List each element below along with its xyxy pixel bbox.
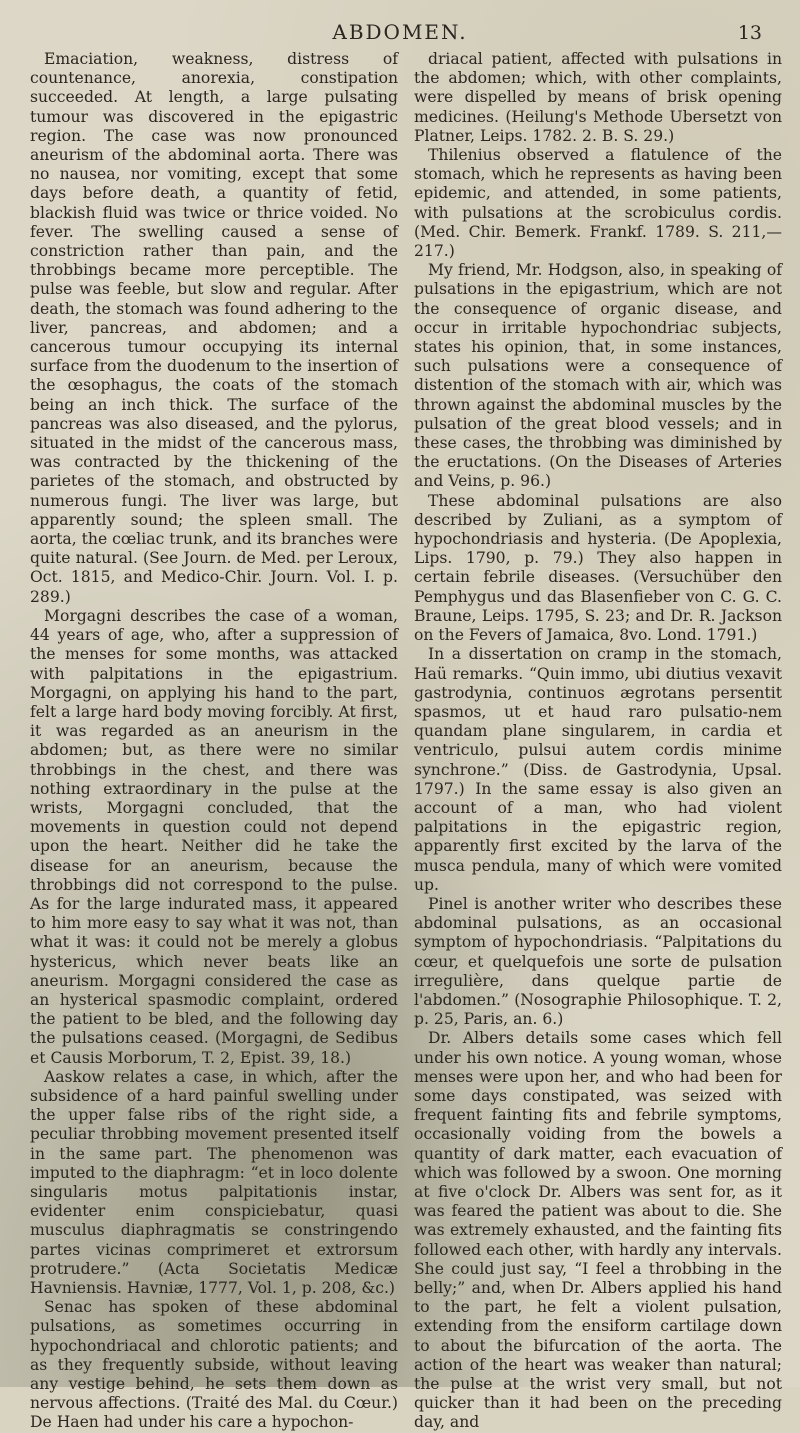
paragraph: My friend, Mr. Hodgson, also, in speaking of pulsations in the epigastrium, which are not the consequence of organic disease, and occur in irritable hypochondriac subjects, states his opinion, that, in some instances, such pulsations were a consequence of distention of the stomach with air, which was thrown against the abdominal muscles by the pulsation of the great blood vessels; and in these cases, the throbbing was diminished by the eructations. (On the Diseases of Arteries and Veins, p. 96.): [414, 261, 782, 491]
right-column: [414, 50, 782, 1432]
paragraph: Senac has spoken of these abdominal pulsations, as sometimes occurring in hypochondriacal and chlorotic patients; and as they frequently subside, without leaving any vestige behind, he sets them down as nervous affections. (Traité des Mal. du Cœur.) De Haen had under his care a hypochon-: [30, 1298, 398, 1432]
paragraph: Dr. Albers details some cases which fell under his own notice. A young woman, whose menses were upon her, and who had been for some days constipated, was seized with frequent fainting fits and febrile symptoms, occasionally voiding from the bowels a quantity of dark matter, each evacuation of which was followed by a swoon. One morning at five o'clock Dr. Albers was sent for, as it was feared the patient was about to die. She was extremely exhausted, and the fainting fits followed each other, with hardly any intervals. She could just say, “I feel a throbbing in the belly;” and, when Dr. Albers applied his hand to the part, he felt a violent pulsation, extending from the ensiform cartilage down to about the bifurcation of the aorta. The action of the heart was weaker than natural; the pulse at the wrist very small, but not quicker than it had been on the preceding day, and: [414, 1029, 782, 1432]
page-number: 13: [737, 22, 762, 44]
paragraph: Thilenius observed a flatulence of the stomach, which he represents as having been epidemic, and attended, in some patients, with pulsations at the scrobiculus cordis. (Med. Chir. Bemerk. Frankf. 1789. S. 211,—217.): [414, 146, 782, 261]
paragraph: In a dissertation on cramp in the stomach, Haü remarks. “Quin immo, ubi diutius vexavit gastrodynia, continuos ægrotans persentit spasmos, ut et haud raro pulsatio-nem quandam plane singularem, in cardia et ventriculo, pulsui autem cordis minime synchrone.” (Diss. de Gastrodynia, Upsal. 1797.) In the same essay is also given an account of a man, who had violent palpitations in the epigastric region, apparently first excited by the larva of the musca pendula, many of which were vomited up.: [414, 645, 782, 894]
paragraph: Pinel is another writer who describes these abdominal pulsations, as an occasional symptom of hypochondriasis. “Palpitations du cœur, et quelquefois une sorte de pulsation irregulière, dans quelque partie de l'abdomen.” (Nosographie Philosophique. T. 2, p. 25, Paris, an. 6.): [414, 894, 782, 1029]
paragraph: Emaciation, weakness, distress of countenance, anorexia, constipation succeeded. At length, a large pulsating tumour was discovered in the epigastric region. The case was now pronounced aneurism of the abdominal aorta. There was no nausea, nor vomiting, except that some days before death, a quantity of fetid, blackish fluid was twice or thrice voided. No fever. The swelling caused a sense of constriction rather than pain, and the throbbings became more perceptible. The pulse was feeble, but slow and regular. After death, the stomach was found adhering to the liver, pancreas, and abdomen; and a cancerous tumour occupying its internal surface from the duodenum to the insertion of the œsophagus, the coats of the stomach being an inch thick. The surface of the pancreas was also diseased, and the pylorus, situated in the midst of the cancerous mass, was contracted by the thickening of the parietes of the stomach, and obstructed by numerous fungi. The liver was large, but apparently sound; the spleen small. The aorta, the cœliac trunk, and its branches were quite natural. (See Journ. de Med. per Leroux, Oct. 1815, and Medico-Chir. Journ. Vol. I. p. 289.): [30, 50, 398, 606]
left-column: [30, 50, 398, 1432]
paragraph: Morgagni describes the case of a woman, 44 years of age, who, after a suppression of the menses for some months, was attacked with palpitations in the epigastrium. Morgagni, on applying his hand to the part, felt a large hard body moving forcibly. At first, it was regarded as an aneurism in the abdomen; but, as there were no similar throbbings in the chest, and there was nothing extraordinary in the pulse at the wrists, Morgagni concluded, that the movements in question could not depend upon the heart. Neither did he take the disease for an aneurism, because the throbbings did not correspond to the pulse. As for the large indurated mass, it appeared to him more easy to say what it was not, than what it was: it could not be merely a globus hystericus, which never beats like an aneurism. Morgagni considered the case as an hysterical spasmodic complaint, ordered the patient to be bled, and the following day the pulsations ceased. (Morgagni, de Sedibus et Causis Morborum, T. 2, Epist. 39, 18.): [30, 606, 398, 1067]
page-header: [0, 12, 800, 48]
running-title: ABDOMEN.: [332, 20, 468, 44]
paragraph: driacal patient, affected with pulsations in the abdomen; which, with other complaints, were dispelled by means of brisk opening medicines. (Heilung's Methode Ubersetzt von Platner, Leips. 1782. 2. B. S. 29.): [414, 50, 782, 145]
text-columns: [30, 50, 782, 1432]
paragraph: These abdominal pulsations are also described by Zuliani, as a symptom of hypochondriasis and hysteria. (De Apoplexia, Lips. 1790, p. 79.) They also happen in certain febrile diseases. (Versuchüber den Pemphygus und das Blasenfieber von C. G. C. Braune, Leips. 1795, S. 23; and Dr. R. Jackson on the Fevers of Jamaica, 8vo. Lond. 1791.): [414, 491, 782, 645]
paragraph: Aaskow relates a case, in which, after the subsidence of a hard painful swelling under the upper false ribs of the right side, a peculiar throbbing movement presented itself in the same part. The phenomenon was imputed to the diaphragm: “et in loco dolente singularis motus palpitationis instar, evidenter enim conspiciebatur, quasi musculus diaphragmatis se constringendo partes vicinas comprimeret et extrorsum protrudere.” (Acta Societatis Medicæ Havniensis. Havniæ, 1777, Vol. 1, p. 208, &c.): [30, 1067, 398, 1297]
